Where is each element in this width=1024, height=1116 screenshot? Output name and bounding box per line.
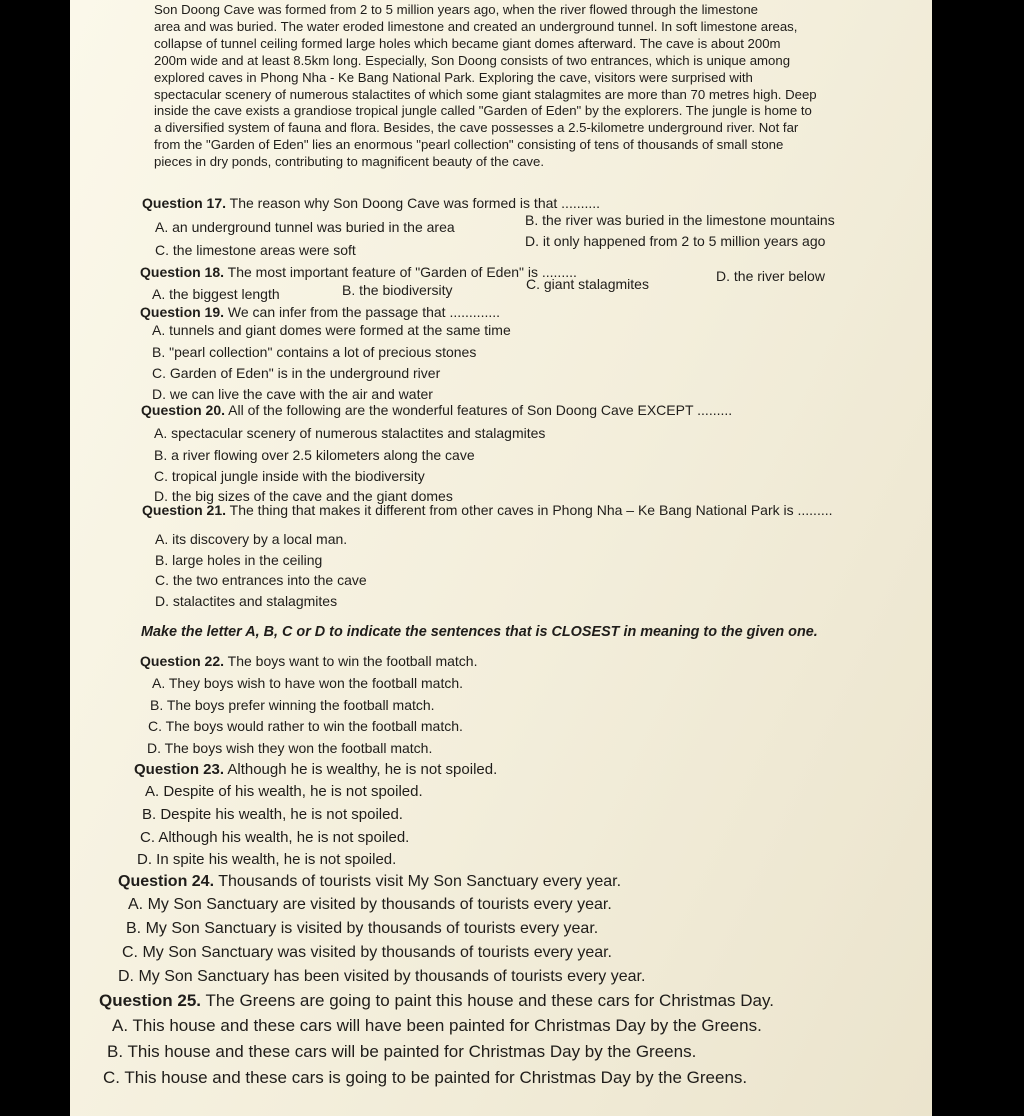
question-number: Question 20. xyxy=(141,402,226,418)
passage-line: collapse of tunnel ceiling formed large holes which became giant domes afterward. The cave is about 200m xyxy=(154,35,781,51)
question-text: The reason why Son Doong Cave was formed is that .......... xyxy=(226,195,601,211)
passage-line: area and was buried. The water eroded limestone and created an underground tunnel. In soft limestone areas, xyxy=(154,18,798,34)
option-22-a: A. They boys wish to have won the football match. xyxy=(152,675,464,691)
option-21-a: A. its discovery by a local man. xyxy=(155,531,348,547)
question-17 xyxy=(142,193,600,214)
question-22 xyxy=(140,651,477,672)
question-text: The thing that makes it different from other caves in Phong Nha – Ke Bang National Park is ......... xyxy=(226,502,833,518)
option-22-b: B. The boys prefer winning the football match. xyxy=(150,697,435,713)
question-text: Although he is wealthy, he is not spoiled. xyxy=(224,761,498,778)
question-23 xyxy=(134,759,497,780)
option-18-d: D. the river below xyxy=(716,268,825,284)
question-number: Question 25. xyxy=(99,991,202,1010)
option-24-d: D. My Son Sanctuary has been visited by thousands of tourists every year. xyxy=(118,968,646,985)
passage-line: pieces in dry ponds, contributing to magnificent beauty of the cave. xyxy=(154,154,544,170)
option-20-b: B. a river flowing over 2.5 kilometers along the cave xyxy=(154,447,475,463)
passage-line: 200m wide and at least 8.5km long. Especially, Son Doong consists of two entrances, which is unique among xyxy=(154,52,791,68)
option-23-b: B. Despite his wealth, he is not spoiled. xyxy=(142,806,403,823)
option-23-d: D. In spite his wealth, he is not spoiled. xyxy=(137,851,397,868)
question-25 xyxy=(99,990,774,1011)
option-21-d: D. stalactites and stalagmites xyxy=(155,593,338,609)
question-number: Question 22. xyxy=(140,653,225,669)
passage-line: from the "Garden of Eden" lies an enormous "pearl collection" consisting of tens of thousands of small stone xyxy=(154,137,784,153)
question-number: Question 21. xyxy=(142,502,227,518)
option-17-b: B. the river was buried in the limestone mountains xyxy=(525,212,835,228)
option-19-b: B. "pearl collection" contains a lot of precious stones xyxy=(152,344,477,360)
option-21-b: B. large holes in the ceiling xyxy=(155,552,323,568)
section-instruction: Make the letter A, B, C or D to indicate the sentences that is CLOSEST in meaning to the given one. xyxy=(141,624,818,640)
option-24-a: A. My Son Sanctuary are visited by thousands of tourists every year. xyxy=(128,896,612,913)
reading-passage xyxy=(154,2,924,171)
question-18 xyxy=(140,262,577,283)
passage-line: explored caves in Phong Nha - Ke Bang National Park. Exploring the cave, visitors were surprised with xyxy=(154,69,753,85)
option-19-d: D. we can live the cave with the air and water xyxy=(152,386,433,402)
option-23-a: A. Despite of his wealth, he is not spoiled. xyxy=(145,783,423,800)
question-text: The boys want to win the football match. xyxy=(224,653,478,669)
option-24-b: B. My Son Sanctuary is visited by thousands of tourists every year. xyxy=(126,920,599,937)
option-20-a: A. spectacular scenery of numerous stalactites and stalagmites xyxy=(154,425,546,441)
option-20-c: C. tropical jungle inside with the biodiversity xyxy=(154,468,425,484)
option-18-c: C. giant stalagmites xyxy=(526,276,649,292)
passage-line: spectacular scenery of numerous stalactites of which some giant stalagmites are more than 70 metres high. Deep xyxy=(154,86,817,102)
question-19 xyxy=(140,302,500,323)
option-25-a: A. This house and these cars will have been painted for Christmas Day by the Greens. xyxy=(112,1016,762,1035)
option-21-c: C. the two entrances into the cave xyxy=(155,572,367,588)
question-number: Question 19. xyxy=(140,304,225,320)
passage-line: a diversified system of fauna and flora. Besides, the cave possesses a 2.5-kilometre underground river. Not far xyxy=(154,120,799,136)
option-19-c: C. Garden of Eden" is in the underground river xyxy=(152,365,441,381)
passage-line: Son Doong Cave was formed from 2 to 5 million years ago, when the river flowed through the limestone xyxy=(154,2,759,17)
option-17-a: A. an underground tunnel was buried in the area xyxy=(155,219,455,235)
option-17-d: D. it only happened from 2 to 5 million years ago xyxy=(525,233,826,249)
option-17-c: C. the limestone areas were soft xyxy=(155,242,356,258)
question-text: Thousands of tourists visit My Son Sanctuary every year. xyxy=(214,873,622,890)
question-20 xyxy=(141,400,732,421)
question-number: Question 23. xyxy=(134,761,225,778)
option-24-c: C. My Son Sanctuary was visited by thousands of tourists every year. xyxy=(122,944,612,961)
question-number: Question 17. xyxy=(142,195,227,211)
option-18-a: A. the biggest length xyxy=(152,286,280,302)
question-24 xyxy=(118,871,621,892)
option-23-c: C. Although his wealth, he is not spoiled. xyxy=(140,829,410,846)
question-text: The Greens are going to paint this house and these cars for Christmas Day. xyxy=(201,991,774,1010)
question-21 xyxy=(142,500,833,521)
passage-line: inside the cave exists a grandiose tropical jungle called "Garden of Eden" by the explorers. The jungle is home to xyxy=(154,103,812,119)
option-25-b: B. This house and these cars will be painted for Christmas Day by the Greens. xyxy=(107,1042,697,1061)
question-text: All of the following are the wonderful features of Son Doong Cave EXCEPT ......... xyxy=(225,402,733,418)
question-text: The most important feature of "Garden of Eden" is ......... xyxy=(224,264,577,280)
option-22-c: C. The boys would rather to win the football match. xyxy=(148,718,463,734)
option-18-b: B. the biodiversity xyxy=(342,282,453,298)
question-number: Question 24. xyxy=(118,873,215,890)
worksheet-page xyxy=(70,0,932,1116)
option-22-d: D. The boys wish they won the football match. xyxy=(147,740,433,756)
question-number: Question 18. xyxy=(140,264,225,280)
option-20-d: D. the big sizes of the cave and the giant domes xyxy=(154,488,453,504)
option-19-a: A. tunnels and giant domes were formed at the same time xyxy=(152,322,511,338)
question-text: We can infer from the passage that ............. xyxy=(224,304,501,320)
option-25-c: C. This house and these cars is going to be painted for Christmas Day by the Greens. xyxy=(103,1068,748,1087)
